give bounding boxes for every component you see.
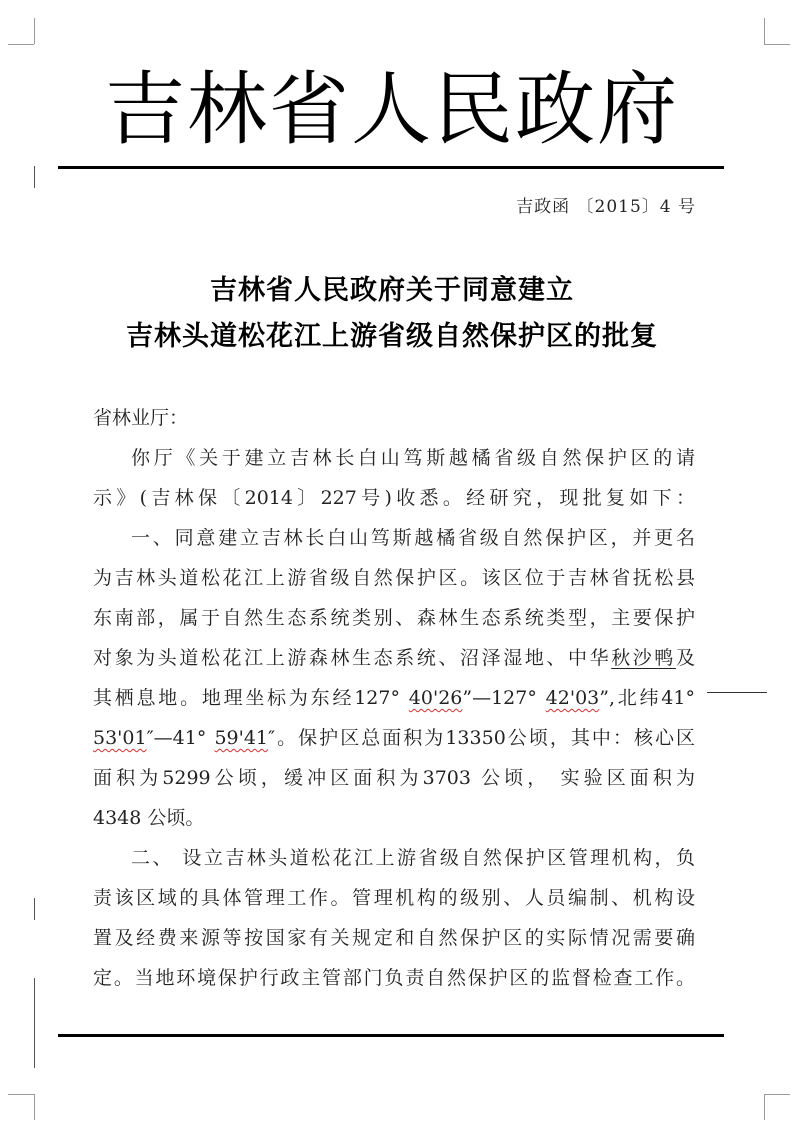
document-title-line-1: 吉林省人民政府关于同意建立 bbox=[210, 275, 574, 306]
corner-mark-top-left-h bbox=[8, 44, 34, 45]
paragraph-2-line bbox=[93, 678, 695, 718]
paragraph-2-line: 为吉林头道松花江上游省级自然保护区。该区位于吉林省抚松县 bbox=[93, 567, 695, 589]
margin-tick bbox=[34, 898, 35, 920]
paragraph-3-line: 置及经费来源等按国家有关规定和自然保护区的实际情况需要确 bbox=[93, 927, 695, 949]
margin-revision-line bbox=[707, 692, 767, 693]
spellcheck-flagged-text: 40'26 bbox=[408, 687, 463, 709]
header-red-rule bbox=[58, 166, 724, 169]
paragraph-2-line bbox=[93, 638, 695, 678]
paragraph-2-line bbox=[93, 718, 695, 758]
spellcheck-flagged-text: 59'41 bbox=[214, 727, 269, 749]
text-run: ”,北纬41° bbox=[599, 687, 695, 709]
text-run: ”—127° bbox=[462, 687, 537, 709]
corner-mark-bottom-right-h bbox=[764, 1094, 790, 1095]
paragraph-1-line: 示》(吉林保〔2014〕227号)收悉。经研究，现批复如下： bbox=[93, 487, 695, 509]
corner-mark-bottom-left-h bbox=[8, 1094, 34, 1095]
text-run: 其栖息地。地理坐标为东经127° bbox=[93, 687, 400, 709]
paragraph-3-line: 二、 设立吉林头道松花江上游省级自然保护区管理机构，负 bbox=[131, 847, 695, 869]
margin-tick bbox=[34, 166, 35, 188]
paragraph-3-line: 定。当地环境保护行政主管部门负责自然保护区的监督检查工作。 bbox=[93, 967, 695, 989]
text-run: 对象为头道松花江上游森林生态系统、沼泽湿地、中华 bbox=[93, 647, 612, 669]
corner-mark-bottom-right-v bbox=[764, 1094, 765, 1120]
spellcheck-flagged-text: 53'01 bbox=[93, 727, 147, 749]
corner-mark-top-right-h bbox=[764, 44, 790, 45]
document-title-line-2: 吉林头道松花江上游省级自然保护区的批复 bbox=[126, 321, 658, 352]
paragraph-2-line: 一、同意建立吉林长白山笃斯越橘省级自然保护区，并更名 bbox=[131, 527, 695, 549]
margin-tick bbox=[34, 978, 35, 1068]
text-run: ″。保护区总面积为13350公顷，其中：核心区 bbox=[268, 727, 695, 749]
paragraph-2-line: 面积为5299公顷，缓冲区面积为3703 公顷， 实验区面积为 bbox=[93, 767, 695, 789]
issuing-authority-title: 吉林省人民政府 bbox=[105, 63, 679, 156]
paragraph-2-line: 4348 公顷。 bbox=[93, 807, 205, 829]
footer-rule bbox=[58, 1034, 724, 1037]
document-body bbox=[93, 398, 695, 998]
text-run: 及 bbox=[675, 647, 695, 669]
salutation: 省林业厅： bbox=[93, 407, 189, 429]
paragraph-3-line: 责该区域的具体管理工作。管理机构的级别、人员编制、机构设 bbox=[93, 887, 695, 909]
corner-mark-bottom-left-v bbox=[34, 1094, 35, 1120]
text-run: ″—41° bbox=[146, 727, 207, 749]
corner-mark-top-right-v bbox=[764, 18, 765, 44]
paragraph-2-line: 东南部，属于自然生态系统类别、森林生态系统类型，主要保护 bbox=[93, 607, 695, 629]
paragraph-1-line: 你厅《关于建立吉林长白山笃斯越橘省级自然保护区的请 bbox=[131, 447, 695, 469]
corner-mark-top-left-v bbox=[34, 18, 35, 44]
document-number: 吉政函 〔2015〕4 号 bbox=[516, 197, 696, 217]
underlined-term: 秋沙鸭 bbox=[611, 647, 676, 669]
spellcheck-flagged-text: 42'03 bbox=[545, 687, 600, 709]
